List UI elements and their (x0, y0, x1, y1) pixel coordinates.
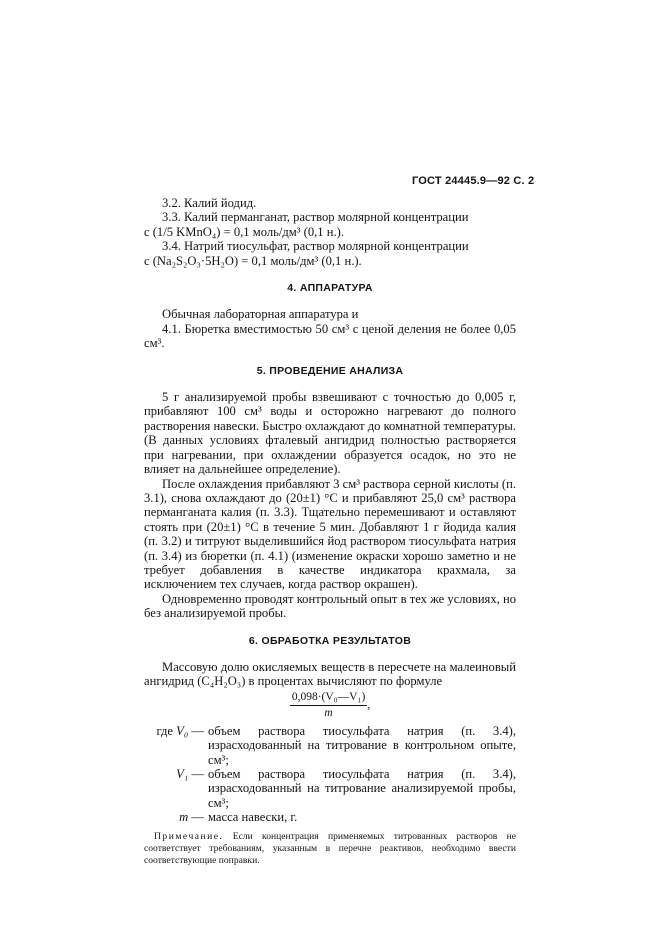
where-label: где (156, 723, 174, 738)
reagent-3-2: 3.2. Калий йодид. (162, 196, 257, 210)
definition-row (144, 767, 516, 810)
formula-numerator: 0,098·(V₀—V₁) (290, 691, 368, 706)
document-body (144, 196, 516, 867)
definition-row (144, 810, 516, 824)
formula (275, 691, 385, 720)
note-label: Примечание. (154, 830, 224, 842)
definition-text: объем раствора тиосульфата натрия (п. 3.4), израсходованный на титрование в контрольном опыте, см³; (208, 723, 516, 767)
reagent-3-4-line2: c (Na₂S₂O₃·5H₂O) = 0,1 моль/дм³ (0,1 н.). (144, 253, 362, 268)
section-6-paragraph-1: Массовую долю окисляемых веществ в пересчете на малеиновый ангидрид (C₄H₂O₃) в процентах вычисляют по формуле (144, 659, 516, 689)
definition-row (144, 724, 516, 767)
definition-term (144, 767, 204, 810)
definition-dash: — (191, 810, 204, 825)
definition-term (144, 810, 204, 824)
section-4-heading: 4. АППАРАТУРА (287, 282, 373, 295)
note-text: Если концентрация применяемых титрованных растворов не соответствует требованиям, указанным в перечне реактивов, необходимо ввести соответствующие поправки. (144, 830, 516, 866)
section-4-paragraph-2: 4.1. Бюретка вместимостью 50 см³ с ценой деления не более 0,05 см³. (144, 321, 516, 351)
definition-dash: — (191, 723, 204, 738)
definition-term (144, 724, 204, 767)
definition-list (144, 724, 516, 825)
formula-tail: , (367, 698, 371, 711)
section-5-paragraph-1: 5 г анализируемой пробы взвешивают с точностью до 0,005 г, прибавляют 100 см³ воды и осторожно нагревают до полного растворения навески. Быстро охлаждают до комнатной температуры. (В данных условиях фталевый ангидрид полностью растворяется при нагревании, при охлаждении образуется осадок, но это не влияет на дальнейшее определение). (144, 390, 517, 477)
note (144, 831, 516, 867)
reagent-3-3-line1: 3.3. Калий перманганат, раствор молярной концентрации (162, 210, 469, 225)
definition-text: масса навески, г. (208, 810, 298, 825)
section-5-paragraph-3: Одновременно проводят контрольный опыт в тех же условиях, но без анализируемой пробы. (144, 591, 516, 621)
formula-denominator: m (324, 706, 333, 719)
section-5-heading: 5. ПРОВЕДЕНИЕ АНАЛИЗА (256, 364, 404, 377)
section-6-heading: 6. ОБРАБОТКА РЕЗУЛЬТАТОВ (248, 634, 412, 647)
reagent-3-3-line2: c (1/5 KMnO₄) = 0,1 моль/дм³ (0,1 н.). (144, 224, 344, 239)
definition-symbol: m (179, 810, 189, 825)
reagent-3-4-line1: 3.4. Натрий тиосульфат, раствор молярной концентрации (162, 239, 469, 254)
definition-text: объем раствора тиосульфата натрия (п. 3.4), израсходованный на титрование анализируемой пробы, см³; (208, 767, 516, 810)
page-header: ГОСТ 24445.9—92 С. 2 (412, 175, 535, 187)
definition-symbol: V₁ (176, 767, 189, 781)
section-5-paragraph-2: После охлаждения прибавляют 3 см³ раствора серной кислоты (п. 3.1), снова охлаждают до (20±1) °С и прибавляют 25,0 см³ раствора перманганата калия (п. 3.3). Тщательно перемешивают и оставляют стоять при (20±1) °С в течение 5 мин. Добавляют 1 г йодида калия (п. 3.2) и титруют выделившийся йод раствором тиосульфата натрия (п. 3.4) из бюретки (п. 4.1) (изменение окраски хорошо заметно и не требует добавления в качестве индикатора крахмала, за исключением тех случаев, когда раствор окрашен). (144, 476, 516, 592)
section-4-paragraph-1: Обычная лабораторная аппаратура и (162, 307, 359, 322)
definition-symbol: V₀ (176, 723, 189, 738)
definition-dash: — (191, 767, 204, 781)
